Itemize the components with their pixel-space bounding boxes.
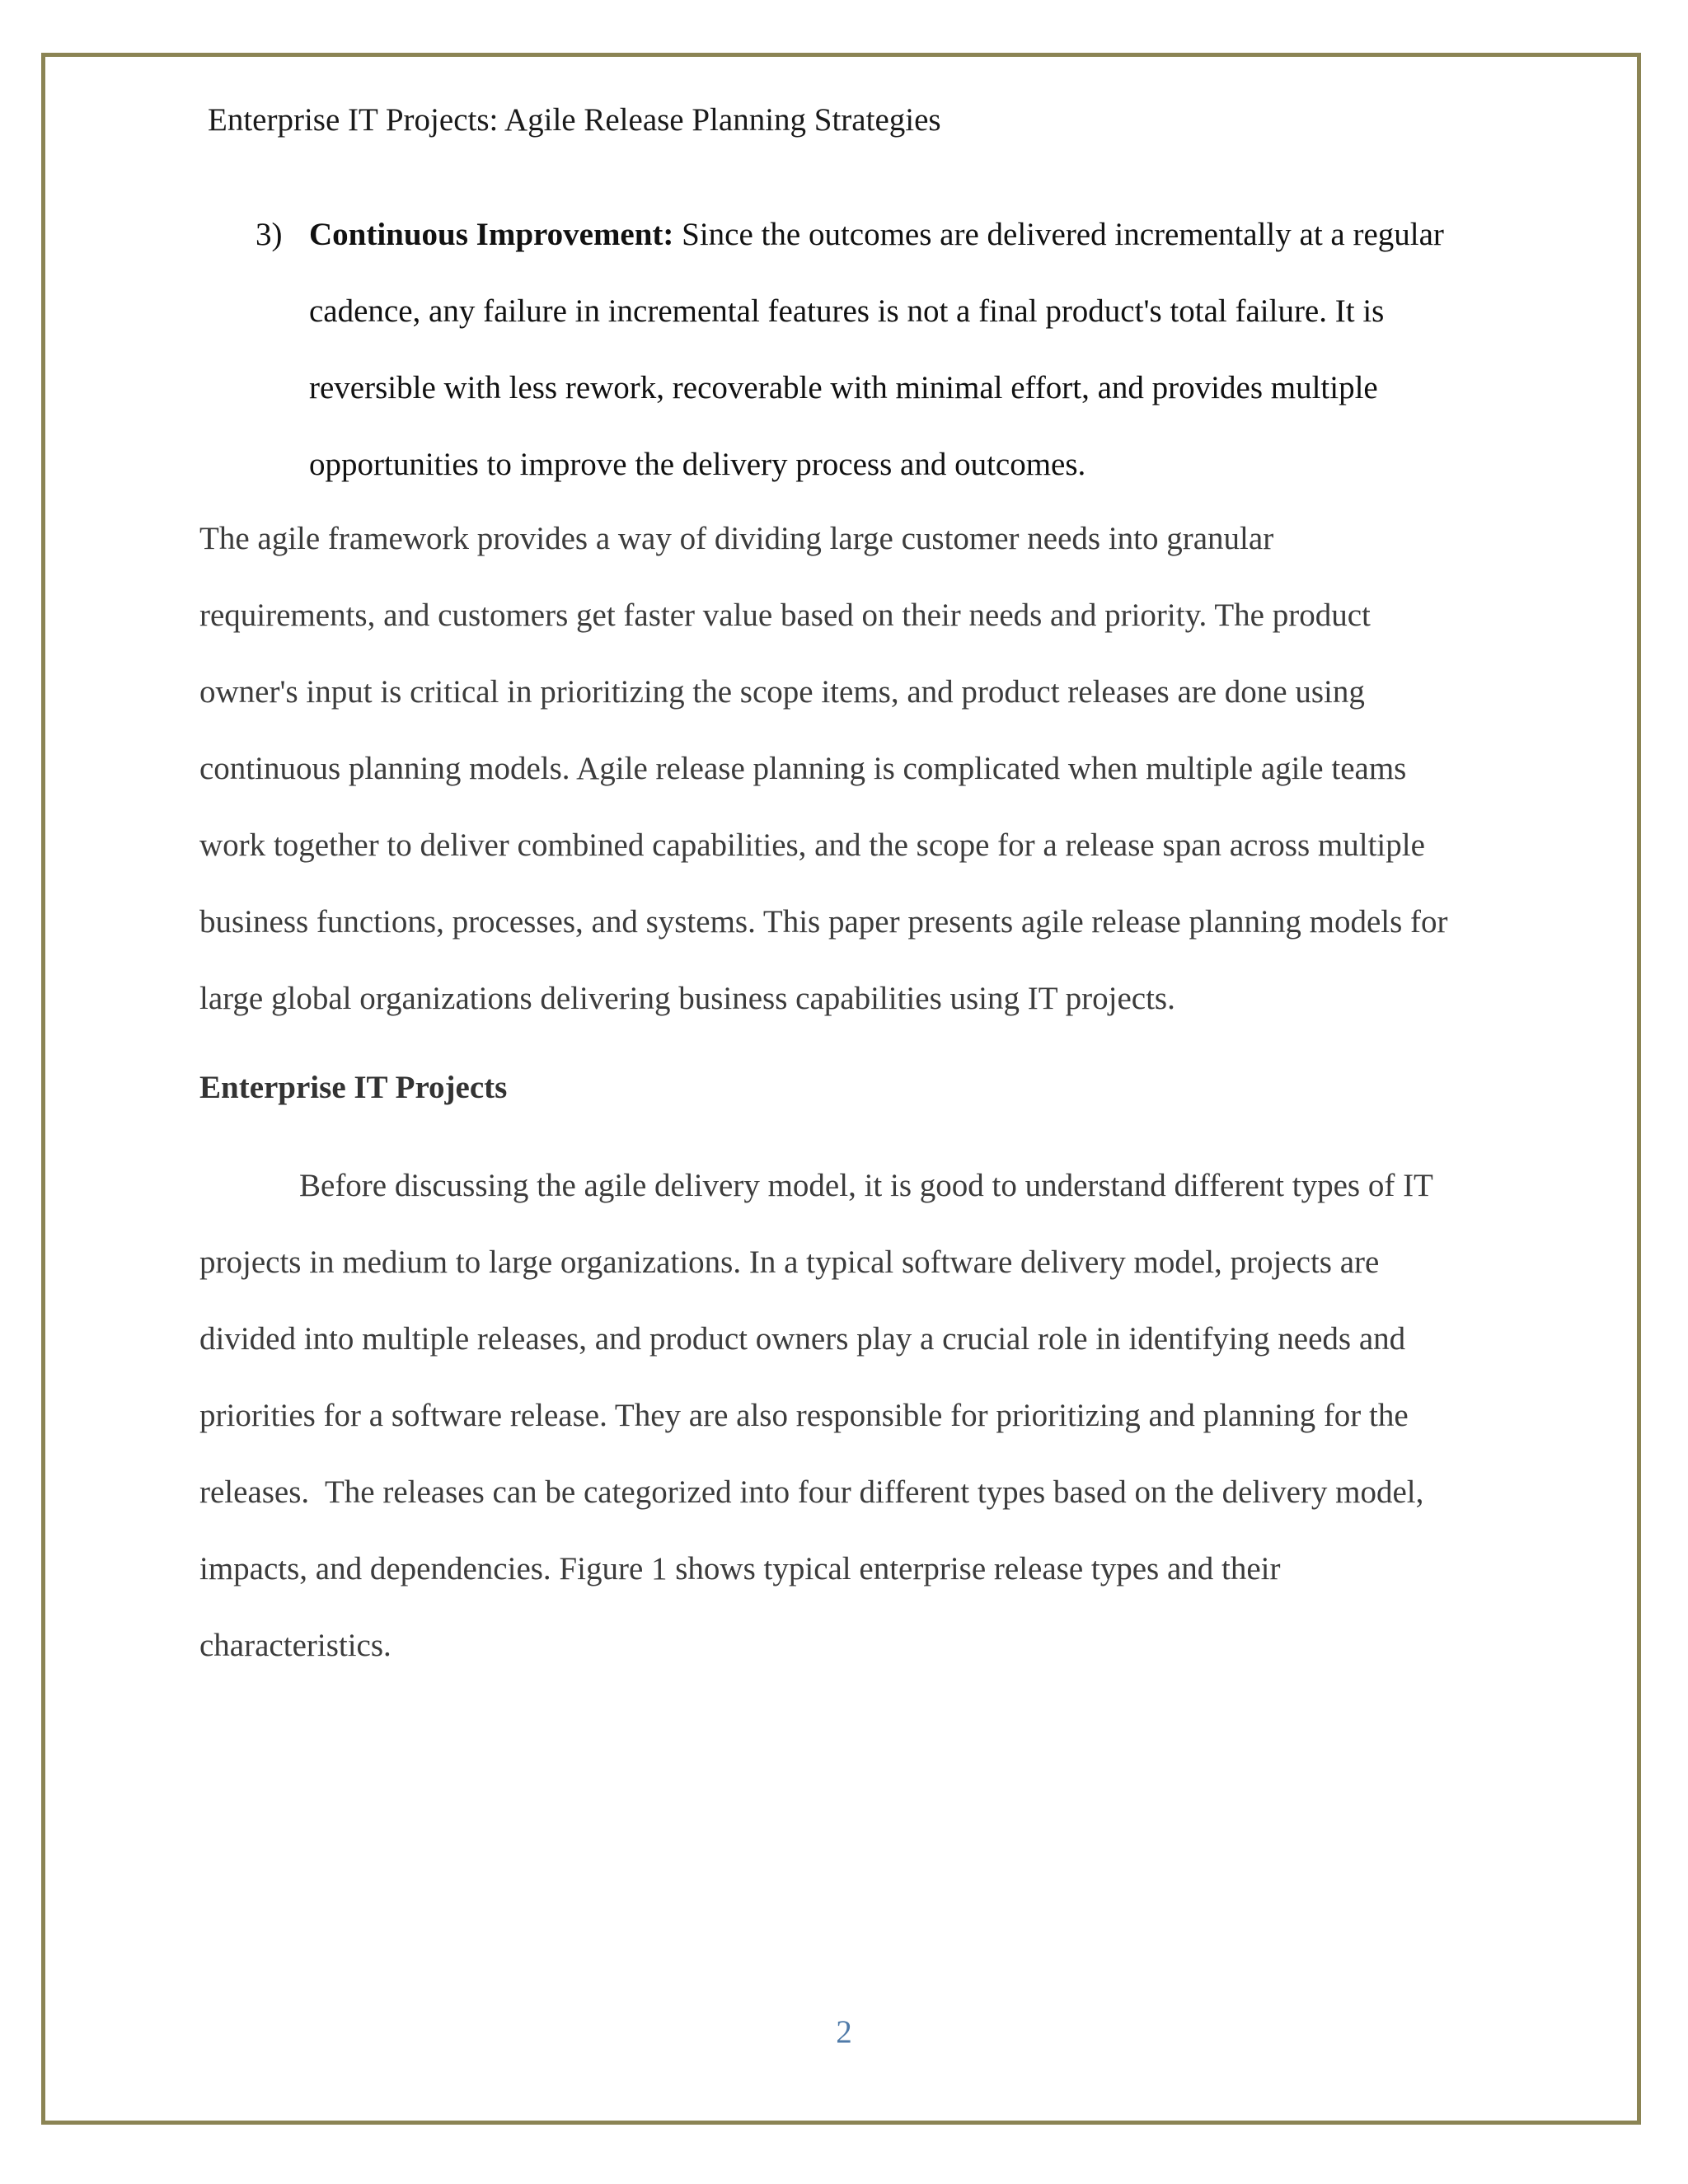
- paragraph-line: owner's input is critical in prioritizing the scope items, and product releases are done using: [199, 674, 1365, 710]
- paragraph-line: characteristics.: [199, 1628, 392, 1663]
- running-header: Enterprise IT Projects: Agile Release Planning Strategies: [208, 102, 941, 138]
- list-line: opportunities to improve the delivery process and outcomes.: [309, 447, 1086, 482]
- paragraph-line: impacts, and dependencies. Figure 1 shows typical enterprise release types and their: [199, 1551, 1281, 1586]
- list-line: [309, 196, 1525, 273]
- paragraph-enterprise-it-projects: [199, 1147, 1551, 1684]
- paragraph-agile-framework: [199, 500, 1551, 1037]
- page-number: 2: [836, 2014, 852, 2050]
- paragraph-line: continuous planning models. Agile release planning is complicated when multiple agile teams: [199, 751, 1407, 786]
- paragraph-line: priorities for a software release. They are also responsible for prioritizing and planning for the: [199, 1398, 1409, 1433]
- list-term: Continuous Improvement:: [309, 217, 674, 252]
- section-heading: Enterprise IT Projects: [199, 1070, 508, 1105]
- list-number: 3): [256, 217, 283, 252]
- list-line: reversible with less rework, recoverable with minimal effort, and provides multiple: [309, 370, 1378, 405]
- paragraph-line: Before discussing the agile delivery model, it is good to understand different types of IT: [299, 1168, 1433, 1203]
- list-item-body: [309, 196, 1525, 503]
- paragraph-line: requirements, and customers get faster value based on their needs and priority. The product: [199, 598, 1371, 633]
- paragraph-line: work together to deliver combined capabilities, and the scope for a release span across multiple: [199, 827, 1425, 863]
- paragraph-line: business functions, processes, and systems. This paper presents agile release planning models for: [199, 904, 1448, 940]
- list-line-text: Since the outcomes are delivered incrementally at a regular: [673, 217, 1444, 252]
- paragraph-line: divided into multiple releases, and product owners play a crucial role in identifying needs and: [199, 1321, 1406, 1357]
- paragraph-line: The agile framework provides a way of dividing large customer needs into granular: [199, 521, 1274, 556]
- list-item-continuous-improvement: [256, 196, 1525, 503]
- list-line: cadence, any failure in incremental features is not a final product's total failure. It is: [309, 293, 1385, 329]
- paragraph-line: large global organizations delivering business capabilities using IT projects.: [199, 981, 1175, 1016]
- paragraph-line: projects in medium to large organizations. In a typical software delivery model, projects are: [199, 1244, 1380, 1280]
- paragraph-line: releases. The releases can be categorized into four different types based on the delivery model,: [199, 1474, 1424, 1510]
